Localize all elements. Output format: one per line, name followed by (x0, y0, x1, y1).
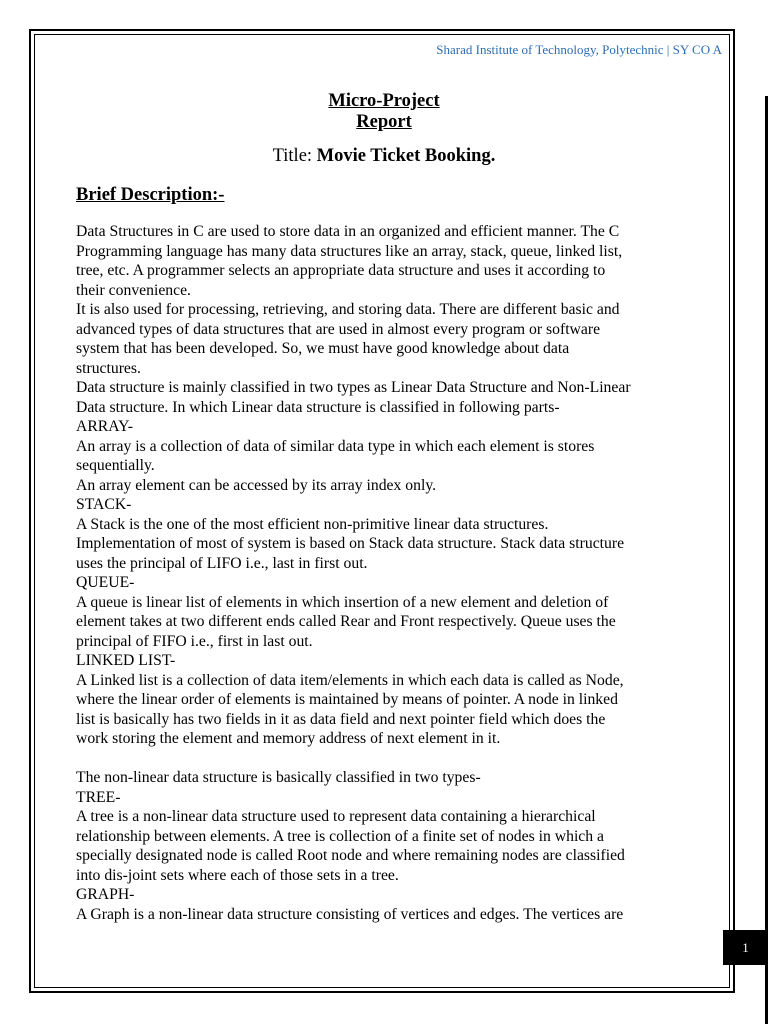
body-line: Implementation of most of system is based on Stack data structure. Stack data structure (76, 535, 625, 552)
page-number: 1 (723, 930, 768, 965)
body-line: The non-linear data structure is basically classified in two types- (76, 769, 481, 786)
body-line: It is also used for processing, retrieving, and storing data. There are different basic and (76, 301, 620, 318)
title-value: Movie Ticket Booking. (316, 146, 496, 166)
body-line: A Stack is the one of the most efficient non-primitive linear data structures. (76, 515, 549, 533)
report-heading-line2: Report (356, 112, 412, 132)
body-line: Programming language has many data structures like an array, stack, queue, linked list, (76, 242, 623, 260)
body-line: element takes at two different ends called Rear and Front respectively. Queue uses the (76, 613, 616, 630)
body-line: tree, etc. A programmer selects an appropriate data structure and uses it according to (76, 262, 606, 279)
body-line: TREE- (76, 788, 121, 806)
project-title (0, 145, 768, 167)
body-line: list is basically has two fields in it as data field and next pointer field which does the (76, 710, 606, 728)
body-line: STACK- (76, 496, 132, 513)
body-line: QUEUE- (76, 574, 135, 591)
body-line: Data structure. In which Linear data structure is classified in following parts- (76, 398, 560, 416)
body-line: relationship between elements. A tree is collection of a finite set of nodes in which a (76, 827, 604, 845)
body-line: work storing the element and memory address of next element in it. (76, 730, 501, 747)
body-line: structures. (76, 359, 141, 377)
body-line: An array is a collection of data of similar data type in which each element is stores (76, 437, 595, 455)
body-line: A tree is a non-linear data structure used to represent data containing a hierarchical (76, 808, 596, 825)
body-line: A Linked list is a collection of data item/elements in which each data is called as Node, (76, 671, 624, 689)
body-line: ARRAY- (76, 418, 133, 435)
body-line: Data Structures in C are used to store data in an organized and efficient manner. The C (76, 223, 620, 240)
brief-description-body (76, 222, 726, 924)
body-line: specially designated node is called Root node and where remaining nodes are classified (76, 847, 625, 864)
report-heading-line1: Micro-Project (328, 91, 440, 111)
body-line: A Graph is a non-linear data structure consisting of vertices and edges. The vertices are (76, 905, 624, 923)
body-line: sequentially. (76, 457, 155, 474)
body-line: advanced types of data structures that are used in almost every program or software (76, 320, 601, 338)
body-line (76, 749, 726, 769)
title-label: Title: (272, 146, 317, 166)
section-heading: Brief Description:- (76, 185, 225, 205)
body-line: principal of FIFO i.e., first in last out. (76, 632, 313, 650)
body-line: Data structure is mainly classified in two types as Linear Data Structure and Non-Linear (76, 379, 631, 396)
body-line: LINKED LIST- (76, 652, 176, 669)
body-line: their convenience. (76, 281, 191, 299)
body-line: GRAPH- (76, 886, 135, 903)
body-line: into dis-joint sets where each of those sets in a tree. (76, 866, 399, 884)
body-line: A queue is linear list of elements in which insertion of a new element and deletion of (76, 593, 609, 611)
body-line: uses the principal of LIFO i.e., last in first out. (76, 554, 368, 572)
body-line: An array element can be accessed by its array index only. (76, 476, 437, 494)
body-line: where the linear order of elements is maintained by means of pointer. A node in linked (76, 691, 618, 708)
institution-header: Sharad Institute of Technology, Polytechnic | SY CO A (436, 42, 722, 57)
body-line: system that has been developed. So, we must have good knowledge about data (76, 340, 570, 357)
